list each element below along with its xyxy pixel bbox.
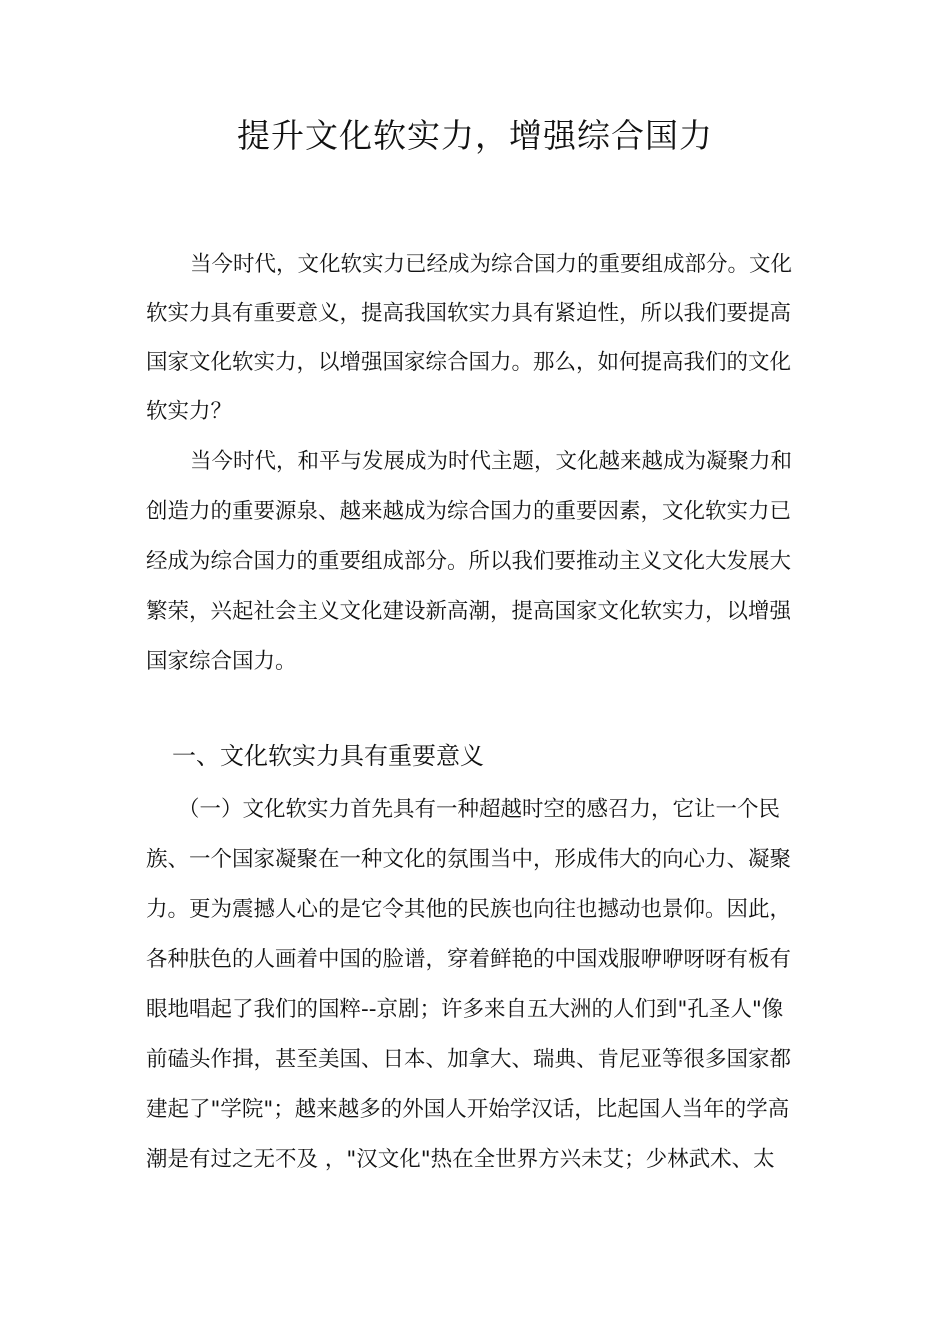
paragraph-3-line-7: 建起了"学院"；越来越多的外国人开始学汉话，比起国人当年的学高 xyxy=(146,1097,790,1122)
paragraph-3-line-6: 前磕头作揖，甚至美国、日本、加拿大、瑞典、肯尼亚等很多国家都 xyxy=(146,1047,792,1072)
paragraph-1-line-2: 软实力具有重要意义，提高我国软实力具有紧迫性，所以我们要提高 xyxy=(146,301,792,326)
paragraph-2-line-1: 当今时代，和平与发展成为时代主题，文化越来越成为凝聚力和 xyxy=(190,449,793,474)
paragraph-2-line-5: 国家综合国力。 xyxy=(146,649,297,674)
paragraph-1-line-1: 当今时代，文化软实力已经成为综合国力的重要组成部分。文化 xyxy=(190,252,793,277)
paragraph-3-line-3: 力。更为震撼人心的是它令其他的民族也向往也撼动也景仰。因此， xyxy=(146,897,792,922)
paragraph-3-line-4: 各种肤色的人画着中国的脸谱，穿着鲜艳的中国戏服咿咿呀呀有板有 xyxy=(146,947,792,972)
paragraph-2-line-4: 繁荣，兴起社会主义文化建设新高潮，提高国家文化软实力，以增强 xyxy=(146,599,792,624)
paragraph-2-line-2: 创造力的重要源泉、越来越成为综合国力的重要因素，文化软实力已 xyxy=(146,499,792,524)
paragraph-3-line-1: （一）文化软实力首先具有一种超越时空的感召力，它让一个民 xyxy=(178,797,781,822)
document-title: 提升文化软实力，增强综合国力 xyxy=(237,116,713,155)
paragraph-1-line-3: 国家文化软实力，以增强国家综合国力。那么，如何提高我们的文化 xyxy=(146,350,792,375)
paragraph-3-line-5: 眼地唱起了我们的国粹--京剧；许多来自五大洲的人们到"孔圣人"像 xyxy=(146,997,784,1022)
paragraph-2-line-3: 经成为综合国力的重要组成部分。所以我们要推动主义文化大发展大 xyxy=(146,549,792,574)
paragraph-1-line-4: 软实力？ xyxy=(146,399,233,424)
paragraph-3-line-2: 族、一个国家凝聚在一种文化的氛围当中，形成伟大的向心力、凝聚 xyxy=(146,847,792,872)
section-1-heading: 一、文化软实力具有重要意义 xyxy=(172,742,484,770)
paragraph-3-line-8: 潮是有过之无不及 ，"汉文化"热在全世界方兴未艾；少林武术、太 xyxy=(146,1147,775,1172)
